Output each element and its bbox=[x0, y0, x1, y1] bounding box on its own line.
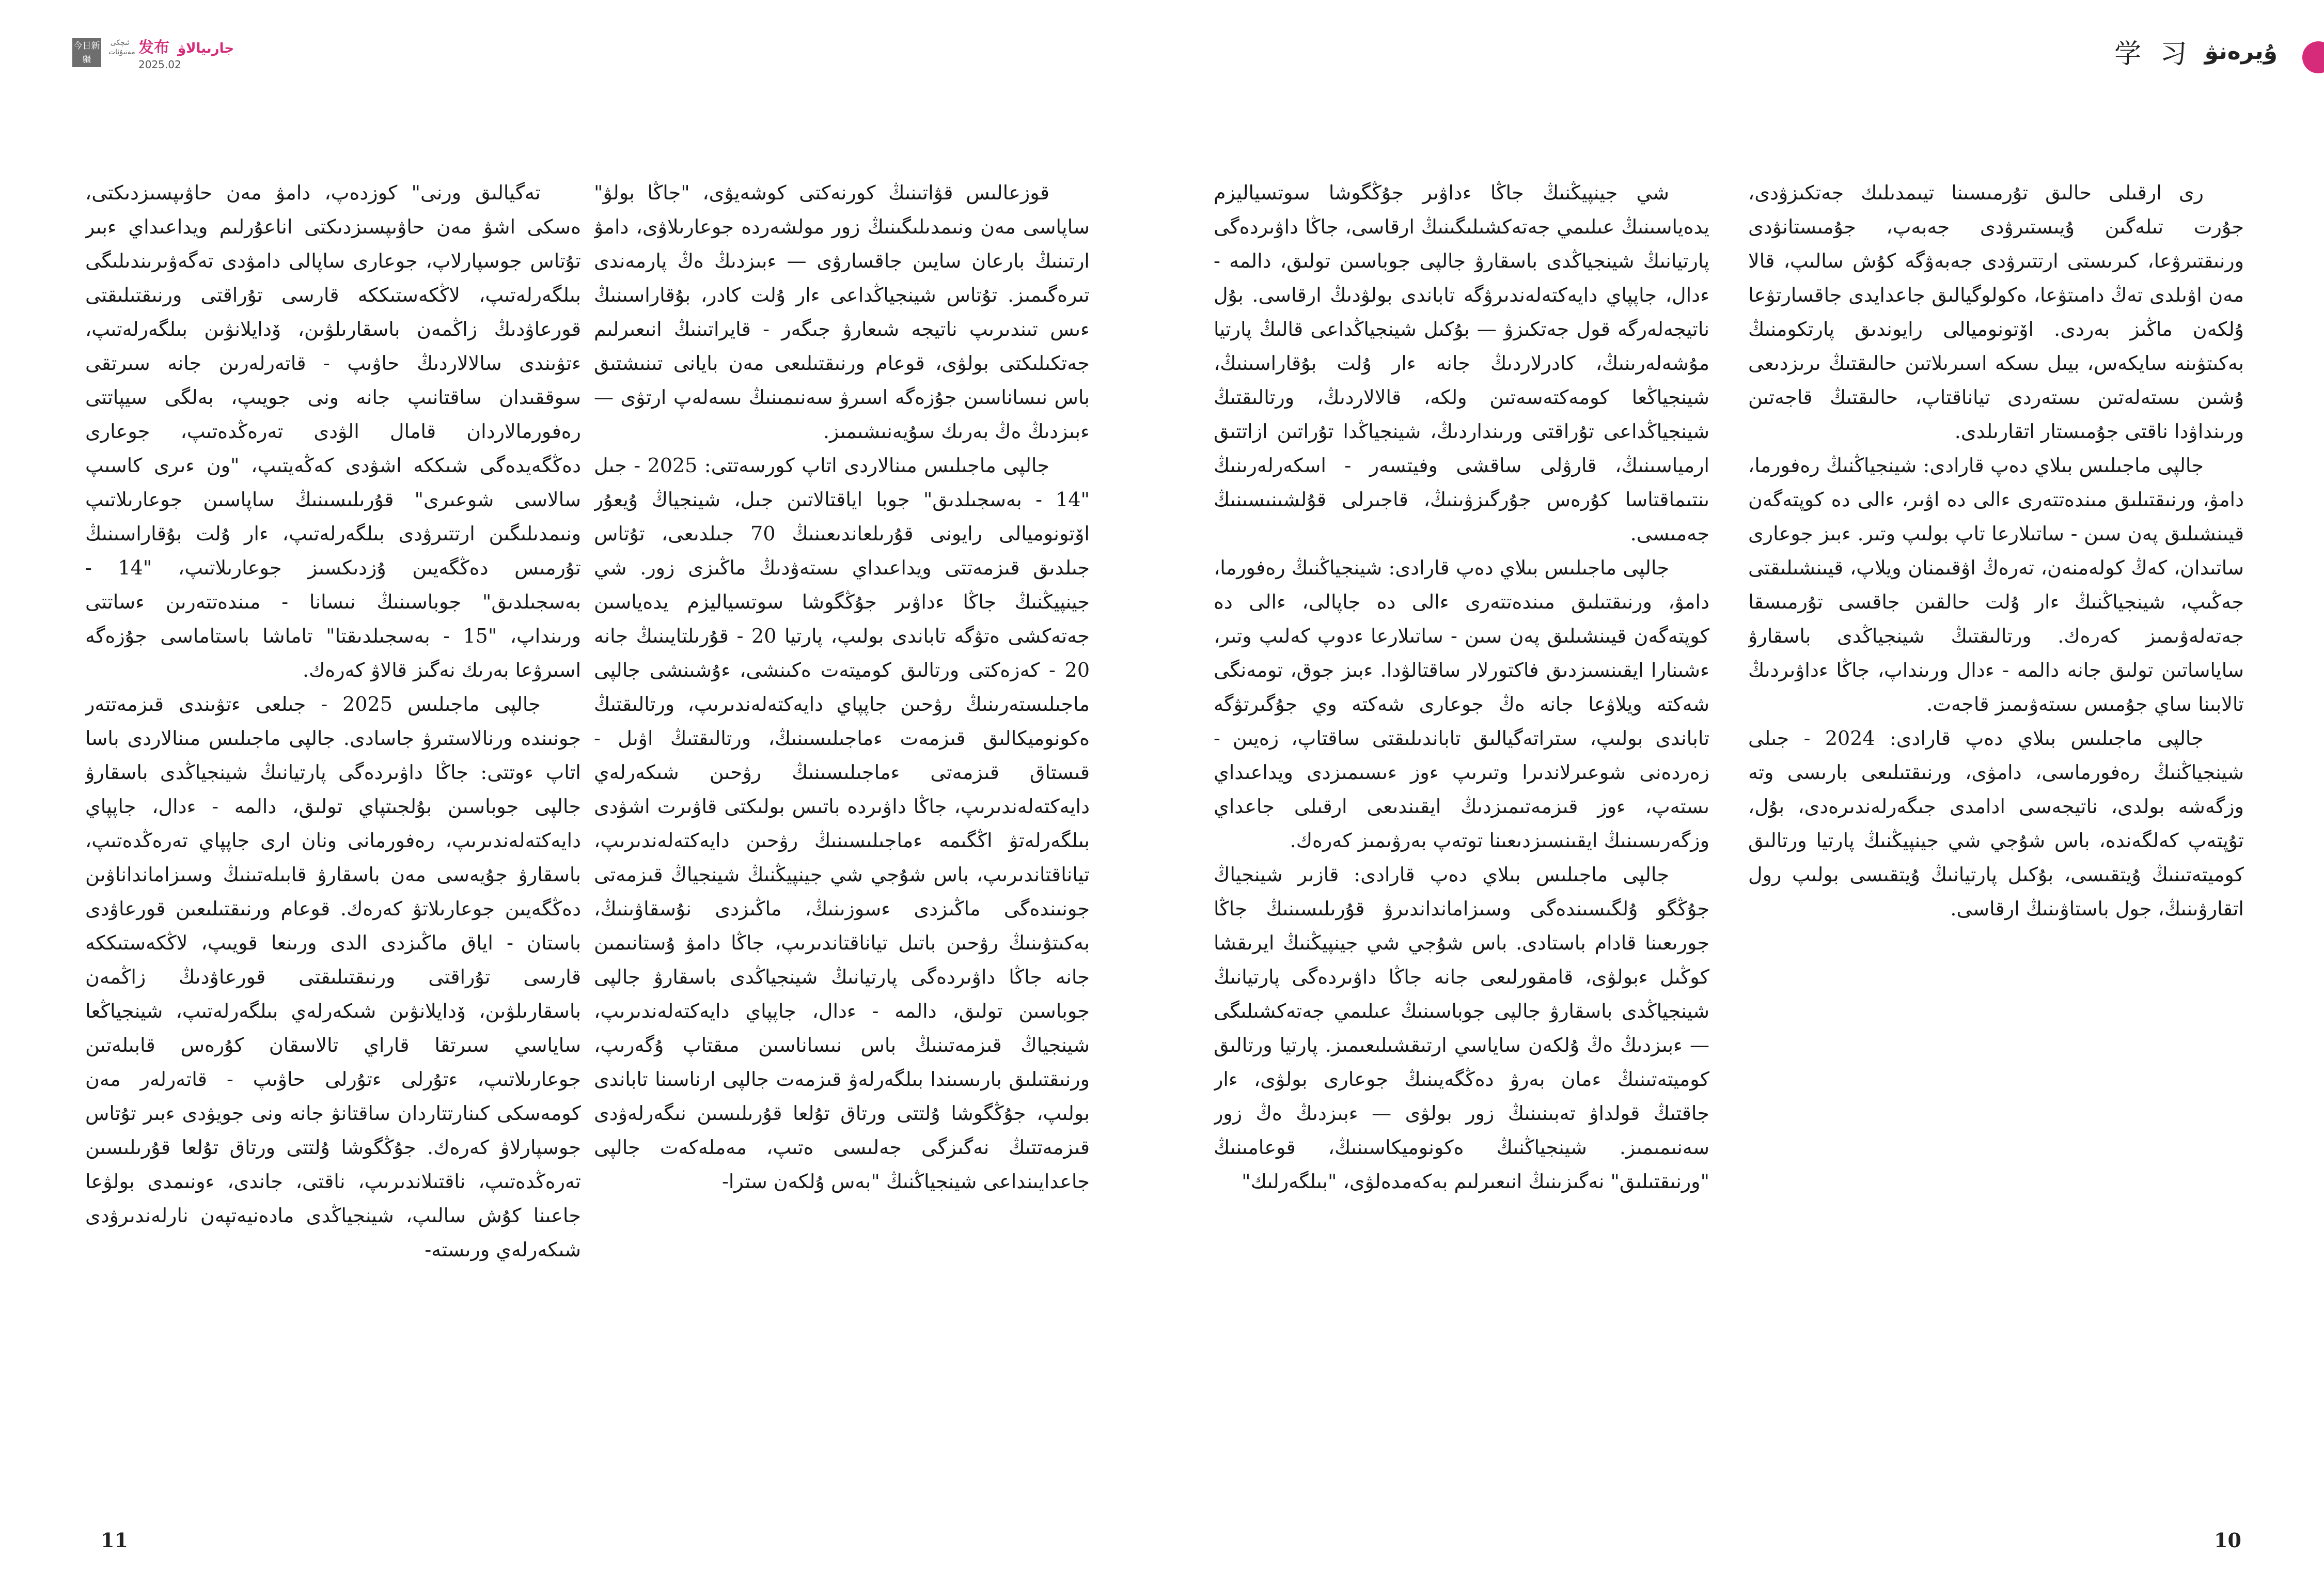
brand-block bbox=[138, 35, 234, 71]
paragraph: جالپى ماجىلىس بىلاي دەپ قارادى: شينجياڭنىڭ رەفورما، دامۋ، ورنىقتىلىق مىندەتتەرى ءالى دە اۋىر، ءالى دە كوپتەگەن قيىنشىلىق پەن سىن - ساتىلارعا تاپ بولىپ وتىر. ءبىز جوعارى ساتىدان، كەڭ كولەمنەن، تەرەڭ اۋقىمنان ويلاپ، قيىنشىلىقتى جەڭىپ، شينجياڭنىڭ ءار ۇلت حالقىن جاقسى تۇرمىسقا جەتەلەۋىمىز كەرەك. ورتالىقتىڭ شينجياڭدى باسقارۋ ساياساتىن تولىق جانە دالمە - ءدال ورىنداپ، جاڭا ءداۋىردىڭ تالابىنا ساي جۇمىس ىستەۋىمىز قاجەت. bbox=[1748, 454, 2244, 715]
paragraph: تەگيالىق ورنى" كوزدەپ، دامۋ مەن حاۋىپسىزدىكتى، ەسكى اشۋ مەن حاۋىپسىزدىكتى اناعۇرلىم ويداعىداي ءبىر تۇتاس جوسپارلاپ، جوعارى ساپالى دامۋدى تەگەۋىرىندىلىگى بىلگەرلەتىپ، لاڭكەستىككە قارسى تۇراقتى ورنىقتىلىقتى قورعاۋدىڭ زاڭمەن باسقارىلۋىن، ۆدايلانۋىن بىلگەرلەتىپ، ءتۋىندى سالالاردىڭ حاۋىپ - قاتەرلەرىن جانە سىرتقى سوققىدان ساقتانىپ جانە ونى جويىپ، بەلگى سيپاتتى رەفورمالاردان قامال الۋدى تەرەڭدەتىپ، جوعارى دەڭگەيدەگى شىككە اشۋدى كەڭەيتىپ، "ون ءىرى كاسىپ سالاسى شوعىرى" قۇرىلىسىنىڭ ساپاسىن جوعارىلاتىپ ونىمدىلىگىن ارتتىرۋدى بىلگەرلەتىپ، ءار ۇلت بۇقاراسىنىڭ تۇرمىس دەڭگەيىن ۇزدىكسىز جوعارىلاتىپ، "14 - بەسجىلدىق" جوباسىنىڭ نىسانا - مىندەتتەرىن ءساتتى ورىنداپ، "15 - بەسجىلدىقتا" تاماشا باستاماسى جۇزەگە اسىرۋعا بەرىك نەگىز قالاۋ كەرەك. bbox=[85, 181, 581, 681]
section-header bbox=[2114, 32, 2278, 71]
logo-subtitle: ئىچكى مەتبۇئات bbox=[108, 39, 135, 56]
section-title-ug: ۇيرەنۋ bbox=[2204, 38, 2278, 65]
paragraph: جالپى ماجىلىس مىنالاردى اتاپ كورسەتتى: 2025 - جىل "14 - بەسجىلدىق" جوبا اياقتالاتىن جىل، شينجياڭ ۇيعۇر اۆتونوميالى رايونى قۇرىلعاندىعىنىڭ 70 جىلدىعى، تۇتاس جىلدىق قىزمەتتى ويداعىداي ىستەۋدىڭ ماڭىزى زور. شي جينپيڭنىڭ جاڭا ءداۋىر جۇڭگوشا سوتسياليزم يدەياسىن جەتەكشى ەتۋگە تاباندى بولىپ، پارتيا 20 - قۇرىلتايىنىڭ جانە 20 - كەزەكتى ورتالىق كوميتەت ەكىنشى، ءۇشىنشى جالپى ماجىلىستەرىنىڭ رۋحىن جاپپاي دايەكتەلەندىرىپ، ورتالىقتىڭ ەكونوميكالىق قىزمەت ءماجىلىسىنىڭ، ورتالىقتىڭ اۋىل - قىستاق قىزمەتى ءماجىلىسىنىڭ رۋحىن شىكەرلەي دايەكتەلەندىرىپ، جاڭا داۋىردە باتىس بولىكتى قاۋىرت اشۋدى بىلگەرلەتۋ اڭگىمە ءماجىلىسىنىڭ رۋحىن دايەكتەلەندىرىپ، تياناقتاندىرىپ، باس شۇجي شي جينپيڭنىڭ شينجياڭ قىزمەتى جونىندەگى ماڭىزدى ءسوزىنىڭ، ماڭىزدى نۇسقاۋىنىڭ، بەكىتۋىنىڭ رۋحىن باتىل تياناقتاندىرىپ، جاڭا دامۋ ۇستانىمىن جانە جاڭا داۋىردەگى پارتيانىڭ شينجياڭدى باسقارۋ جالپى جوباسىن تولىق، دالمە - ءدال، جاپپاي دايەكتەلەندىرىپ، شينجياڭ قىزمەتىنىڭ باس نىساناسىن مىقتاپ ۇگەرىپ، ورنىقتىلىق بارىسىندا بىلگەرلەۋ قىزمەت جالپى ارناسىنا تاباندى بولىپ، جۇڭگوشا ۇلتتى ورتاق تۇلعا قۇرىلىسىن نىگەرلەۋدى قىزمەتتىڭ نەگىزگى جەلىسى ەتىپ، مەملەكەت جالپى جاعدايىنداعى شينجياڭنىڭ "بەس ۇلكەن سترا- bbox=[594, 454, 1090, 1193]
paragraph: جالپى ماجىلىس بىلاي دەپ قارادى: 2024 - جىلى شينجياڭنىڭ رەفورماسى، دامۋى، ورنىقتىلىعى بارىسى وتە وزگەشە بولدى، ناتيجەسى ادامدى جىگەرلەندىرەدى، بۇل، تۇپتەپ كەلگەندە، باس شۇجي شي جينپيڭنىڭ پارتيا ورتالىق كوميتەتىنىڭ ۇيتقىسى، بۇكىل پارتيانىڭ ۇيتقىسى بولىپ رول اتقارۋىنىڭ، جول باستاۋىنىڭ ارقاسى. bbox=[1748, 727, 2244, 920]
brand-script: جارىيالاۋ bbox=[178, 41, 234, 56]
logo-text: 今日新疆 bbox=[73, 41, 100, 65]
paragraph: جالپى ماجىلىس بىلاي دەپ قارادى: شينجياڭنىڭ رەفورما، دامۋ، ورنىقتىلىق مىندەتتەرى ءالى دە جاپالى، ءالى دە كوپتەگەن قيىنشىلىق پەن سىن - ساتىلارعا ءدوپ كەلىپ وتىر، ءشىنارا ايقىنسىزدىق فاكتورلار ساقتالۋدا. ءبىز جوق، تومەنگى شەكتە ويلاۋعا جانە ەڭ جوعارى شەكتە وي جۇگىرتۋگە تاباندى بولىپ، ستراتەگيالىق تاباندىلىقتى ساقتاپ، زەيىن - زەردەنى شوعىرلاندىرا وتىرىپ ءوز ءىسىمىزدى ويداعىداي ىستەپ، ءوز قىزمەتىمىزدىڭ ايقىندىعى ارقىلى جاعداي وزگەرىسىنىڭ ايقىنسىزدىعىنا توتەپ بەرۋىمىز كەرەك. bbox=[1214, 556, 1709, 852]
issue-date: 2025.02 bbox=[138, 58, 181, 71]
left-page-column-2 bbox=[594, 176, 1090, 1498]
section-title-zh: 学 习 bbox=[2114, 39, 2192, 70]
paragraph: قوزعالىس قۋاتىنىڭ كورنەكتى كوشەيۋى، "جاڭا بولۋ" ساپاسى مەن ونىمدىلىگىنىڭ زور مولشەردە جوعارىلاۋى، دامۋ ارتىنىڭ بارعان سايىن جاقسارۋى — ءبىزدىڭ ەڭ پارمەندى تىرەگىمىز. تۇتاس شينجياڭداعى ءار ۇلت كادر، بۇقاراسىنىڭ ءىس تىندىرىپ ناتيجە شىعارۋ جىگەر - قايراتىنىڭ انىعىرلىم جەتكىلىكتى بولۋى، قوعام ورنىقتىلىعى مەن بايانى تىنىشتىق باس نىساناسىن جۇزەگە اسىرۋ سەنىمىنىڭ ىسەلەپ ارتۋى — ءبىزدىڭ ەڭ بەرىك سۇيەنىشىمىز. bbox=[594, 181, 1090, 443]
section-tab-marker bbox=[2302, 41, 2324, 73]
magazine-logo bbox=[72, 38, 101, 67]
brand-name: 发布 bbox=[138, 39, 169, 57]
magazine-header bbox=[72, 37, 234, 71]
paragraph: جالپى ماجىلىس 2025 - جىلعى ءتۋىندى قىزمەتتەر جونىندە ورنالاستىرۋ جاسادى. جالپى ماجىلىس مىنالاردى باسا اتاپ ءوتتى: جاڭا داۋىردەگى پارتيانىڭ شينجياڭدى باسقارۋ جالپى جوباسىن بۇلجىتپاي تولىق، دالمە - ءدال، جاپپاي دايەكتەلەندىرىپ، رەفورمانى ونان ارى جاپپاي تەرەڭدەتىپ، باسقارۋ جۇيەسى مەن باسقارۋ قابىلەتىنىڭ وسىزامانداناۋىن دەڭگەيىن جوعارىلاتۋ كەرەك. قوعام ورنىقتىلىعىن قورعاۋدى باستان - اياق ماڭىزدى الدى ورىنعا قويىپ، لاڭكەستىككە قارسى تۇراقتى ورنىقتىلىقتى قورعاۋدىڭ زاڭمەن باسقارىلۋىن، ۆدايلانۋىن شىكەرلەي بىلگەرلەتىپ، شينجياڭعا ساياسي سىرتقا قاراي تالاسقان كۇرەس قابىلەتىن جوعارىلاتىپ، ءتۇرلى ءتۇرلى حاۋىپ - قاتەرلەر مەن كومەسكى كىنارتتاردان ساقتانۋ جانە ونى جويۋدى ءبىر تۇتاس جوسپارلاۋ كەرەك. جۇڭگوشا ۇلتتى ورتاق تۇلعا قۇرىلىسىن تەرەڭدەتىپ، ناقتىلاندىرىپ، ناقتى، جاندى، ءونىمدى بولۋعا جاعىنا كۇش سالىپ، شينجياڭدى مادەنيەتپەن نارلەندىرۋدى شىكەرلەي ورىستە- bbox=[85, 693, 581, 1261]
right-page bbox=[1162, 0, 2324, 1588]
right-page-column-2 bbox=[1748, 176, 2244, 1498]
page-number-left: 11 bbox=[101, 1529, 128, 1552]
paragraph: جالپى ماجىلىس بىلاي دەپ قارادى: قازىر شينجياڭ جۇڭگو ۇلگىسىندەگى وسىزامانداندىرۋ قۇرىلىسىنىڭ جاڭا جورىعىنا قادام باستادى. باس شۇجي شي جينپيڭنىڭ ايرىقشا كوڭىل ءبولۋى، قامقورلىعى جانە جاڭا داۋىردەگى پارتيانىڭ شينجياڭدى باسقارۋ جالپى جوباسىنىڭ عىلىمي جەتەكشىلىگى — ءبىزدىڭ ەڭ ۇلكەن ساياسي ارتىقشىلىعىمىز. پارتيا ورتالىق كوميتەتىنىڭ ءمان بەرۋ دەڭگەيىنىڭ جوعارى بولۋى، ءار جاقتىڭ قولداۋ تەبىنىنىڭ زور بولۋى — ءبىزدىڭ ەڭ زور سەنىمىمىز. شينجياڭنىڭ ەكونوميكاسىنىڭ، قوعامىنىڭ "ورنىقتىلىق" نەگىزىنىڭ انىعىرلىم بەكەمدەلۋى، "بىلگەرلىك" bbox=[1214, 863, 1709, 1193]
right-page-column-1 bbox=[1214, 176, 1709, 1498]
left-page-column-1 bbox=[85, 176, 581, 1498]
paragraph: رى ارقىلى حالىق تۇرمىسىنا تيىمدىلىك جەتكىزۋدى، جۇرت تىلەگىن ۇيىستىرۋدى جەبەپ، جۇمىستانۋدى ورنىقتىرۋعا، كىرىستى ارتتىرۋدى جەبەۋگە كۇش سالىپ، قالا مەن اۋىلدى تەڭ دامىتۋعا، ەكولوگيالىق جاعدايدى جاقسارتۋعا ۇلكەن ماڭىز بەردى. اۆتونوميالى رايوندىق پارتكومنىڭ بەكىتۋىنە سايكەس، بيىل ىسكە اسىرىلاتىن حالىقتىڭ ىرىزدىعى ۇشىن ىستەلەتىن ىستەردى تياناقتاپ، حالىقتىڭ قاجەتىن ورىنداۋدا ناقتى جۇمىستار اتقارىلدى. bbox=[1748, 181, 2244, 443]
page-number-right: 10 bbox=[2214, 1529, 2241, 1552]
paragraph: شي جينپيڭنىڭ جاڭا ءداۋىر جۇڭگوشا سوتسياليزم يدەياسىنىڭ عىلىمي جەتەكشىلىگىنىڭ ارقاسى، جاڭا داۋىردەگى پارتيانىڭ شينجياڭدى باسقارۋ جالپى جوباسىن تولىق، دالمە - ءدال، جاپپاي دايەكتەلەندىرۋگە تاباندى بولۋدىڭ ارقاسى. بۇل ناتيجەلەرگە قول جەتكىزۋ — بۇكىل شينجياڭداعى قالىڭ پارتيا مۇشەلەرىنىڭ، كادرلاردىڭ جانە ءار ۇلت بۇقاراسىنىڭ، شينجياڭعا كومەكتەسەتىن ولكە، قالالاردىڭ، ورتالىقتىڭ شينجياڭداعى تۇراقتى ورىنداردىڭ، شينجياڭدا تۇراتىن ازاتتىق ارمياسىنىڭ، قارۋلى ساقشى وفيتسەر - اسكەرلەرىنىڭ ىنتىماقتاسا كۇرەس جۇرگىزۋىنىڭ، قاجىرلى قۇلشىنىسىنىڭ جەمىسى. bbox=[1214, 181, 1709, 545]
